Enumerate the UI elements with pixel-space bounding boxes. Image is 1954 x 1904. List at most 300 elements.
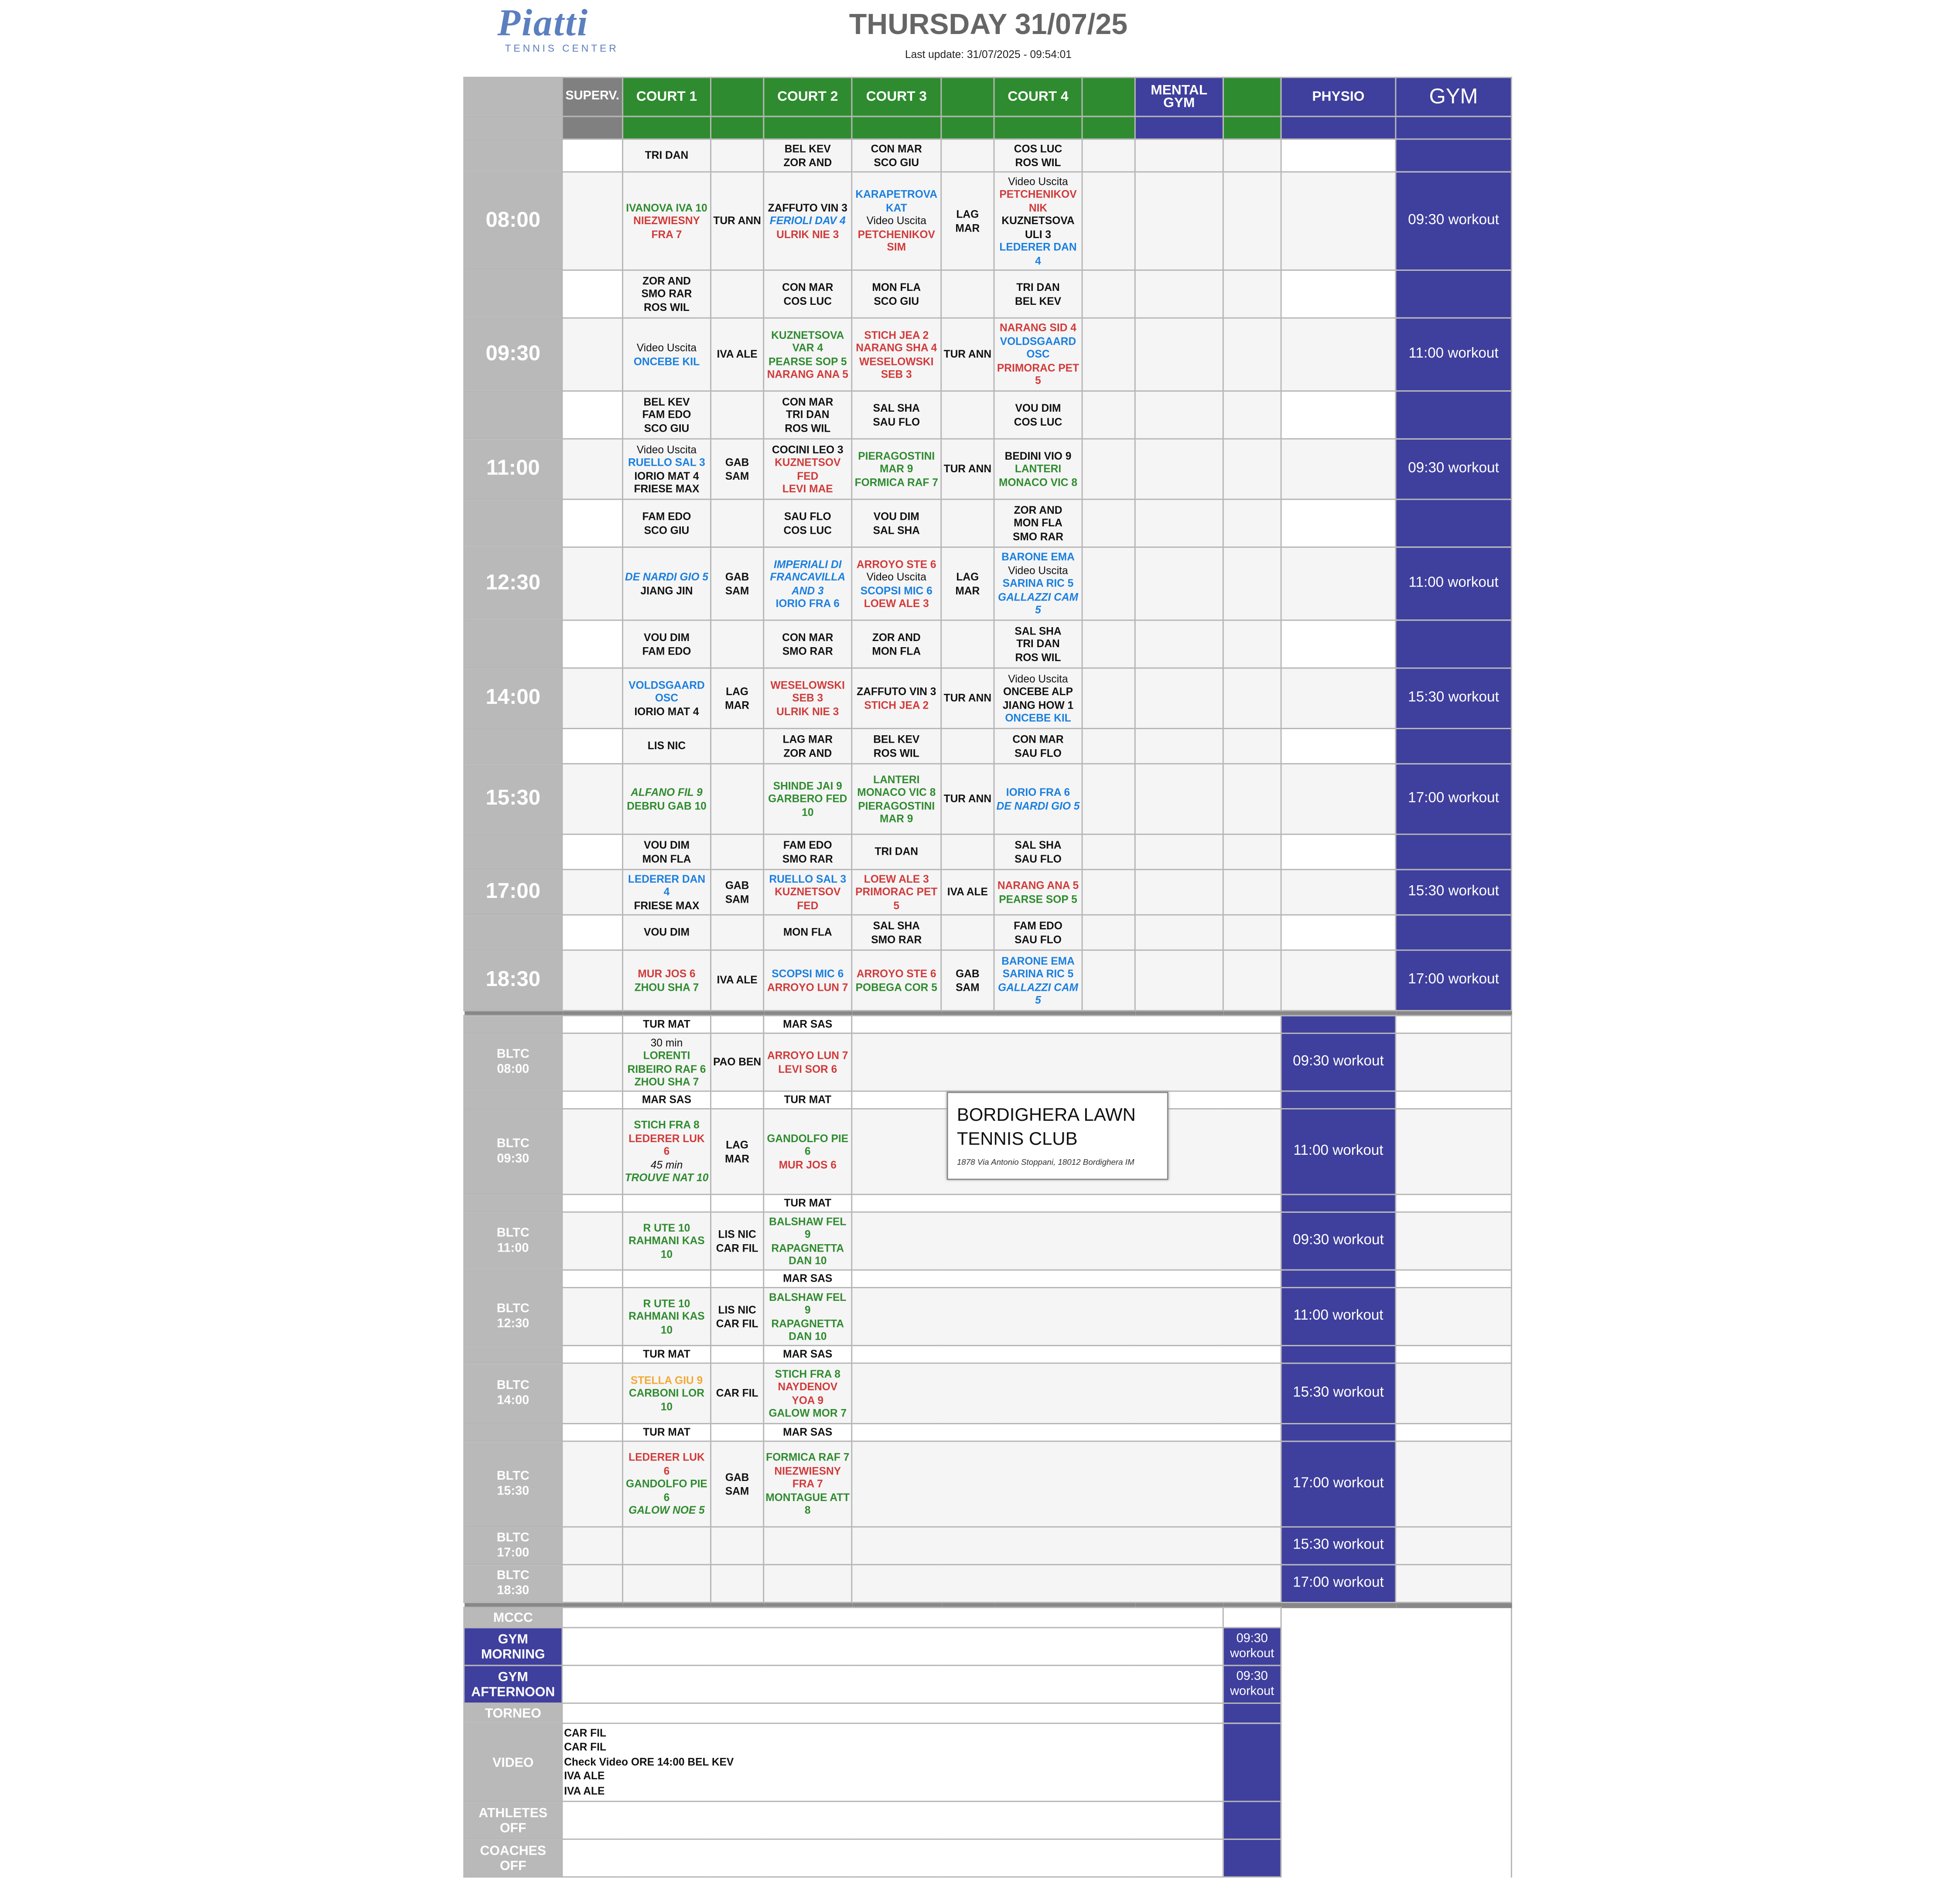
superv-cell	[562, 270, 623, 318]
bltc-club-address: 1878 Via Antonio Stoppani, 18012 Bordighera IM	[957, 1158, 1134, 1167]
court-3-cell[interactable]	[852, 668, 941, 729]
athlete-entry: PEARSE SOP 5	[999, 892, 1077, 905]
separator-cell	[562, 1602, 623, 1607]
athletes-off-row-content	[562, 1802, 1223, 1839]
athlete-entry: Video Uscita	[866, 570, 926, 583]
video-row-label: VIDEO	[464, 1723, 562, 1802]
bltc-court-1[interactable]	[622, 1033, 711, 1091]
court-2-cell[interactable]	[764, 950, 852, 1011]
schedule-entry: ROS WIL	[873, 746, 919, 759]
physio-cell	[1281, 547, 1396, 620]
court-3-cell[interactable]	[852, 547, 941, 620]
court-3-side-cell: GAB SAM	[941, 950, 994, 1011]
court-4-cell[interactable]	[994, 391, 1082, 439]
bltc-court-2-top[interactable]: TUR MAT	[764, 1194, 852, 1212]
athlete-entry: RUELLO SAL 3	[769, 872, 847, 885]
extra-cell	[1223, 620, 1281, 668]
coaches-off-row-value	[1223, 1839, 1281, 1877]
gym-cell	[1396, 620, 1512, 668]
athlete-entry: WESELOWSKI SEB 3	[770, 678, 845, 704]
separator-cell	[711, 1010, 763, 1016]
subheader-cell	[1135, 116, 1223, 139]
athlete-entry: IVANOVA IVA 10	[626, 201, 707, 214]
bltc-physio-workout[interactable]: 11:00 workout	[1281, 1109, 1396, 1194]
time-cell: 17:00	[464, 870, 562, 915]
bltc-label: BLTC 08:00	[464, 1033, 562, 1091]
court-2-cell[interactable]	[764, 834, 852, 870]
bltc-label: BLTC 09:30	[464, 1109, 562, 1194]
schedule-entry: COS LUC	[783, 523, 832, 536]
court-1-cell[interactable]	[622, 620, 711, 668]
gym-workout-cell[interactable]: 17:00 workout	[1396, 764, 1512, 834]
bltc-empty	[852, 1363, 1281, 1424]
court-3-side-cell	[941, 139, 994, 172]
court-1-cell[interactable]	[622, 391, 711, 439]
schedule-entry: CAR FIL	[564, 1740, 606, 1754]
court-3-cell[interactable]	[852, 270, 941, 318]
bltc-gym-top	[1396, 1423, 1512, 1441]
court-3-side-cell: TUR ANN	[941, 764, 994, 834]
bltc-side	[711, 1270, 763, 1287]
physio-cell	[1281, 172, 1396, 270]
separator-cell	[852, 1602, 941, 1607]
schedule-entry: ROS WIL	[1015, 651, 1061, 664]
bltc-court-1-top[interactable]: TUR MAT	[622, 1423, 711, 1441]
physio-cell	[1281, 391, 1396, 439]
court-3-side-cell: LAG MAR	[941, 547, 994, 620]
athlete-entry: ULRIK NIE 3	[776, 705, 839, 718]
athlete-entry: STICH FRA 8	[634, 1118, 700, 1131]
athlete-entry: PEARSE SOP 5	[768, 354, 847, 367]
athlete-entry: ARROYO LUN 7	[767, 980, 848, 993]
court-1-side-cell: IVA ALE	[711, 950, 763, 1011]
superv-cell	[562, 391, 623, 439]
schedule-entry: ZOR AND	[872, 631, 921, 644]
court-2-cell[interactable]	[764, 172, 852, 270]
schedule-entry: CON MAR	[871, 142, 922, 155]
bltc-physio-workout[interactable]: 09:30 workout	[1281, 1033, 1396, 1091]
extra-cell	[1223, 439, 1281, 499]
athlete-entry: GARBERO FED 10	[768, 792, 847, 819]
athlete-entry: GANDOLFO PIE 6	[626, 1477, 707, 1504]
bltc-top-row	[464, 1345, 1512, 1363]
subheader-cell	[562, 116, 623, 139]
mental-gym-cell	[1135, 870, 1223, 915]
video-row	[464, 1723, 1512, 1802]
bltc-court-2[interactable]	[764, 1288, 852, 1346]
gym-afternoon-row	[464, 1665, 1512, 1703]
athlete-entry: FERIOLI DAV 4	[769, 214, 846, 227]
court-4-cell[interactable]	[994, 950, 1082, 1011]
separator-cell	[622, 1602, 711, 1607]
court-2-cell[interactable]	[764, 870, 852, 915]
bltc-label-top	[464, 1423, 562, 1441]
bltc-superv	[562, 1527, 623, 1565]
bltc-court-2[interactable]	[764, 1527, 852, 1565]
bltc-physio-top	[1281, 1423, 1396, 1441]
bltc-court-2[interactable]	[764, 1441, 852, 1527]
court-3-side-cell	[941, 728, 994, 764]
bltc-court-2-top[interactable]: TUR MAT	[764, 1091, 852, 1109]
extra-cell	[1223, 728, 1281, 764]
athlete-entry: KUZNETSOV FED	[775, 456, 841, 482]
bltc-label-top	[464, 1091, 562, 1109]
court-2-cell[interactable]	[764, 391, 852, 439]
athlete-entry: POBEGA COR 5	[855, 980, 937, 993]
court-4-cell[interactable]	[994, 318, 1082, 391]
court-4-side-cell	[1082, 172, 1135, 270]
court-4-cell[interactable]	[994, 668, 1082, 729]
court-3-cell[interactable]	[852, 172, 941, 270]
bltc-label-top	[464, 1270, 562, 1287]
athlete-entry: STICH JEA 2	[864, 328, 929, 341]
court-3-cell[interactable]	[852, 318, 941, 391]
court-4-cell[interactable]	[994, 620, 1082, 668]
coaches-off-row-empty	[1281, 1839, 1511, 1877]
separator-cell	[1281, 1010, 1396, 1016]
gym-workout-cell[interactable]: 11:00 workout	[1396, 547, 1512, 620]
bltc-main-row	[464, 1033, 1512, 1091]
subheader-cell	[994, 116, 1082, 139]
court-1-cell[interactable]	[622, 139, 711, 172]
court-2-cell[interactable]	[764, 915, 852, 950]
schedule-entry: ROS WIL	[1015, 155, 1061, 168]
court-3-cell[interactable]	[852, 834, 941, 870]
bltc-physio-workout[interactable]: 17:00 workout	[1281, 1565, 1396, 1603]
bltc-empty	[852, 1016, 1281, 1033]
bltc-court-1[interactable]	[622, 1212, 711, 1270]
bltc-court-1-top[interactable]: TUR MAT	[622, 1016, 711, 1033]
logo-text: Piatti	[497, 2, 589, 44]
gym-morning-row-value: 09:30 workout	[1223, 1628, 1281, 1665]
bltc-court-1-top[interactable]: MAR SAS	[622, 1091, 711, 1109]
separator-cell	[1396, 1010, 1512, 1016]
court-2-cell[interactable]	[764, 764, 852, 834]
bltc-court-1[interactable]	[622, 1565, 711, 1603]
header-court-1: COURT 1	[622, 78, 711, 117]
slot-top-row	[464, 915, 1512, 950]
superv-cell	[562, 915, 623, 950]
bltc-court-2[interactable]	[764, 1033, 852, 1091]
court-4-cell[interactable]	[994, 834, 1082, 870]
court-1-cell[interactable]	[622, 834, 711, 870]
gym-workout-cell[interactable]: 11:00 workout	[1396, 318, 1512, 391]
court-4-side-cell	[1082, 915, 1135, 950]
court-3-side-cell	[941, 499, 994, 547]
court-1-side-cell	[711, 499, 763, 547]
schedule-entry: BEL KEV	[1015, 294, 1061, 307]
torneo-row-content	[562, 1703, 1223, 1723]
bltc-side: LIS NIC CAR FIL	[711, 1288, 763, 1346]
bltc-physio-top	[1281, 1345, 1396, 1363]
schedule-entry: COS LUC	[783, 294, 832, 307]
gym-workout-cell[interactable]: 15:30 workout	[1396, 668, 1512, 729]
extra-cell	[1223, 764, 1281, 834]
schedule-entry: SMO RAR	[782, 852, 833, 865]
court-1-cell[interactable]	[622, 668, 711, 729]
schedule-entry: FAM EDO	[642, 408, 691, 421]
bltc-top-row	[464, 1016, 1512, 1033]
schedule-entry: Check Video ORE 14:00 BEL KEV	[564, 1755, 734, 1768]
athlete-entry: ZAFFUTO VIN 3	[768, 201, 847, 214]
bltc-gym	[1396, 1109, 1512, 1194]
athlete-entry: STICH JEA 2	[864, 698, 929, 711]
athlete-entry: 30 min	[650, 1036, 683, 1048]
bltc-physio-workout[interactable]: 17:00 workout	[1281, 1441, 1396, 1527]
gym-cell	[1396, 270, 1512, 318]
court-1-side-cell: TUR ANN	[711, 172, 763, 270]
schedule-entry: ROS WIL	[643, 300, 690, 314]
separator-cell	[1135, 1602, 1223, 1607]
separator-cell	[1082, 1010, 1135, 1016]
bltc-main-row	[464, 1565, 1512, 1603]
court-1-cell[interactable]	[622, 915, 711, 950]
superv-cell	[562, 499, 623, 547]
court-4-cell[interactable]	[994, 764, 1082, 834]
court-3-cell[interactable]	[852, 620, 941, 668]
athlete-entry: WESELOWSKI SEB 3	[859, 354, 934, 381]
separator-cell	[562, 1010, 623, 1016]
bltc-court-2[interactable]	[764, 1109, 852, 1194]
court-4-side-cell	[1082, 764, 1135, 834]
schedule-entry: ZOR AND	[783, 746, 832, 759]
court-3-cell[interactable]	[852, 728, 941, 764]
schedule-entry: MON FLA	[872, 280, 921, 293]
bltc-empty	[852, 1194, 1281, 1212]
court-1-cell[interactable]	[622, 764, 711, 834]
physio-cell	[1281, 915, 1396, 950]
gym-workout-cell[interactable]: 09:30 workout	[1396, 172, 1512, 270]
athlete-entry: LEDERER LUK 6	[629, 1132, 705, 1158]
header-row	[464, 78, 1512, 117]
bltc-court-2[interactable]	[764, 1363, 852, 1424]
bltc-court-1[interactable]	[622, 1109, 711, 1194]
header-court-2: COURT 2	[764, 78, 852, 117]
bltc-label: BLTC 18:30	[464, 1565, 562, 1603]
court-1-cell[interactable]	[622, 950, 711, 1011]
bltc-empty	[852, 1345, 1281, 1363]
court-1-cell[interactable]	[622, 499, 711, 547]
coaches-off-row-label: COACHES OFF	[464, 1839, 562, 1877]
header-court-4-side	[1082, 78, 1135, 117]
court-2-cell[interactable]	[764, 439, 852, 499]
bltc-court-1-top[interactable]: TUR MAT	[622, 1345, 711, 1363]
bltc-court-1[interactable]	[622, 1441, 711, 1527]
athlete-entry: BALSHAW FEL 9	[769, 1215, 847, 1241]
bltc-side	[711, 1091, 763, 1109]
slot-main-row	[464, 439, 1512, 499]
bltc-superv	[562, 1441, 623, 1527]
schedule-entry: BEL KEV	[784, 142, 831, 155]
court-4-cell[interactable]	[994, 915, 1082, 950]
mental-gym-cell	[1135, 391, 1223, 439]
court-2-cell[interactable]	[764, 620, 852, 668]
court-3-cell[interactable]	[852, 764, 941, 834]
extra-cell	[1223, 139, 1281, 172]
bltc-gym-top	[1396, 1345, 1512, 1363]
athlete-entry: BALSHAW FEL 9	[769, 1290, 847, 1316]
schedule-entry: SAU FLO	[1015, 746, 1062, 759]
bltc-court-2-top[interactable]: MAR SAS	[764, 1016, 852, 1033]
physio-cell	[1281, 834, 1396, 870]
bltc-empty	[852, 1441, 1281, 1527]
bltc-label-top	[464, 1345, 562, 1363]
court-2-cell[interactable]	[764, 547, 852, 620]
schedule-entry: SAU FLO	[873, 415, 920, 428]
court-4-cell[interactable]	[994, 499, 1082, 547]
subheader-cell	[622, 116, 711, 139]
court-3-cell[interactable]	[852, 391, 941, 439]
court-2-cell[interactable]	[764, 270, 852, 318]
mental-gym-cell	[1135, 270, 1223, 318]
athlete-entry: STICH FRA 8	[775, 1367, 840, 1380]
court-2-cell[interactable]	[764, 139, 852, 172]
bltc-label-top	[464, 1194, 562, 1212]
court-4-cell[interactable]	[994, 270, 1082, 318]
separator-cell	[1396, 1602, 1512, 1607]
athlete-entry: ARROYO STE 6	[856, 967, 936, 980]
separator-cell	[711, 1602, 763, 1607]
bltc-court-1-top[interactable]	[622, 1270, 711, 1287]
bltc-physio-workout[interactable]: 09:30 workout	[1281, 1212, 1396, 1270]
separator-cell	[1223, 1010, 1281, 1016]
schedule-entry: TRI DAN	[786, 408, 830, 421]
bltc-main-row	[464, 1288, 1512, 1346]
subheader-cell	[1082, 116, 1135, 139]
court-3-cell[interactable]	[852, 870, 941, 915]
court-1-cell[interactable]	[622, 172, 711, 270]
gym-morning-row-content	[562, 1628, 1223, 1665]
bltc-label: BLTC 15:30	[464, 1441, 562, 1527]
extra-cell	[1223, 870, 1281, 915]
bltc-court-2-top[interactable]: MAR SAS	[764, 1423, 852, 1441]
bltc-physio-workout[interactable]: 15:30 workout	[1281, 1527, 1396, 1565]
court-3-cell[interactable]	[852, 439, 941, 499]
court-4-cell[interactable]	[994, 547, 1082, 620]
bltc-top-row	[464, 1423, 1512, 1441]
bltc-side	[711, 1565, 763, 1603]
bltc-superv	[562, 1345, 623, 1363]
court-3-side-cell	[941, 620, 994, 668]
time-cell: 09:30	[464, 318, 562, 391]
section-separator	[464, 1010, 1512, 1016]
bltc-superv	[562, 1091, 623, 1109]
court-3-side-cell	[941, 834, 994, 870]
court-3-cell[interactable]	[852, 139, 941, 172]
mental-gym-cell	[1135, 834, 1223, 870]
court-4-cell[interactable]	[994, 870, 1082, 915]
schedule-entry: SCO GIU	[644, 523, 690, 536]
court-1-cell[interactable]	[622, 547, 711, 620]
bltc-court-2-top[interactable]: MAR SAS	[764, 1345, 852, 1363]
time-cell: 11:00	[464, 439, 562, 499]
athlete-entry: ULRIK NIE 3	[776, 227, 839, 240]
athlete-entry: VOLDSGAARD OSC	[1000, 334, 1076, 361]
court-3-cell[interactable]	[852, 499, 941, 547]
athlete-entry: LEDERER DAN 4	[999, 241, 1077, 267]
bltc-court-1[interactable]	[622, 1288, 711, 1346]
gym-afternoon-row-value: 09:30 workout	[1223, 1665, 1281, 1703]
court-1-cell[interactable]	[622, 318, 711, 391]
court-4-cell[interactable]	[994, 139, 1082, 172]
gym-workout-cell[interactable]: 17:00 workout	[1396, 950, 1512, 1011]
mccc-row-content	[562, 1607, 1223, 1628]
athlete-entry: R UTE 10	[643, 1297, 690, 1310]
bltc-physio-workout[interactable]: 15:30 workout	[1281, 1363, 1396, 1424]
court-2-cell[interactable]	[764, 499, 852, 547]
court-4-cell[interactable]	[994, 728, 1082, 764]
extra-cell	[1223, 547, 1281, 620]
video-row-empty	[1281, 1723, 1511, 1802]
bltc-court-2[interactable]	[764, 1212, 852, 1270]
torneo-row-value	[1223, 1703, 1281, 1723]
bltc-label: BLTC 12:30	[464, 1288, 562, 1346]
court-1-cell[interactable]	[622, 270, 711, 318]
header-court-3: COURT 3	[852, 78, 941, 117]
court-3-side-cell: TUR ANN	[941, 668, 994, 729]
extra-cell	[1223, 172, 1281, 270]
extra-cell	[1223, 499, 1281, 547]
athlete-entry: NAYDENOV YOA 9	[778, 1380, 838, 1406]
bltc-court-2[interactable]	[764, 1565, 852, 1603]
schedule-entry: SCO GIU	[644, 421, 690, 434]
physio-cell	[1281, 270, 1396, 318]
court-2-cell[interactable]	[764, 668, 852, 729]
slot-top-row	[464, 391, 1512, 439]
bltc-court-1[interactable]	[622, 1363, 711, 1424]
court-1-cell[interactable]	[622, 870, 711, 915]
slot-top-row	[464, 270, 1512, 318]
court-2-cell[interactable]	[764, 318, 852, 391]
court-4-cell[interactable]	[994, 172, 1082, 270]
court-3-side-cell: IVA ALE	[941, 870, 994, 915]
time-cell-top	[464, 728, 562, 764]
court-3-cell[interactable]	[852, 950, 941, 1011]
gym-workout-cell[interactable]: 15:30 workout	[1396, 870, 1512, 915]
mental-gym-cell	[1135, 172, 1223, 270]
time-cell: 15:30	[464, 764, 562, 834]
athlete-entry: IORIO FRA 6	[775, 597, 840, 610]
athlete-entry: FORMICA RAF 7	[766, 1451, 850, 1464]
court-1-cell[interactable]	[622, 728, 711, 764]
time-cell-top	[464, 139, 562, 172]
bltc-court-1[interactable]	[622, 1527, 711, 1565]
court-4-side-cell	[1082, 270, 1135, 318]
bltc-court-1-top[interactable]	[622, 1194, 711, 1212]
court-4-cell[interactable]	[994, 439, 1082, 499]
mccc-row-value	[1223, 1607, 1281, 1628]
bltc-physio-workout[interactable]: 11:00 workout	[1281, 1288, 1396, 1346]
separator-cell	[1082, 1602, 1135, 1607]
gym-workout-cell[interactable]: 09:30 workout	[1396, 439, 1512, 499]
court-2-cell[interactable]	[764, 728, 852, 764]
time-cell: 12:30	[464, 547, 562, 620]
header-mental-gym: MENTAL GYM	[1135, 78, 1223, 117]
header-subrow	[464, 116, 1512, 139]
schedule-entry: SAL SHA	[873, 402, 920, 415]
court-1-cell[interactable]	[622, 439, 711, 499]
subheader-cell	[711, 116, 763, 139]
court-4-side-cell	[1082, 391, 1135, 439]
bltc-court-2-top[interactable]: MAR SAS	[764, 1270, 852, 1287]
time-cell: 18:30	[464, 950, 562, 1011]
athlete-entry: LOEW ALE 3	[864, 597, 929, 610]
court-3-cell[interactable]	[852, 915, 941, 950]
schedule-entry: VOU DIM	[643, 839, 690, 852]
athlete-entry: TROUVE NAT 10	[625, 1171, 709, 1184]
athlete-entry: RUELLO SAL 3	[628, 456, 705, 469]
bltc-club-name: BORDIGHERA LAWN TENNIS CLUB	[957, 1106, 1136, 1150]
